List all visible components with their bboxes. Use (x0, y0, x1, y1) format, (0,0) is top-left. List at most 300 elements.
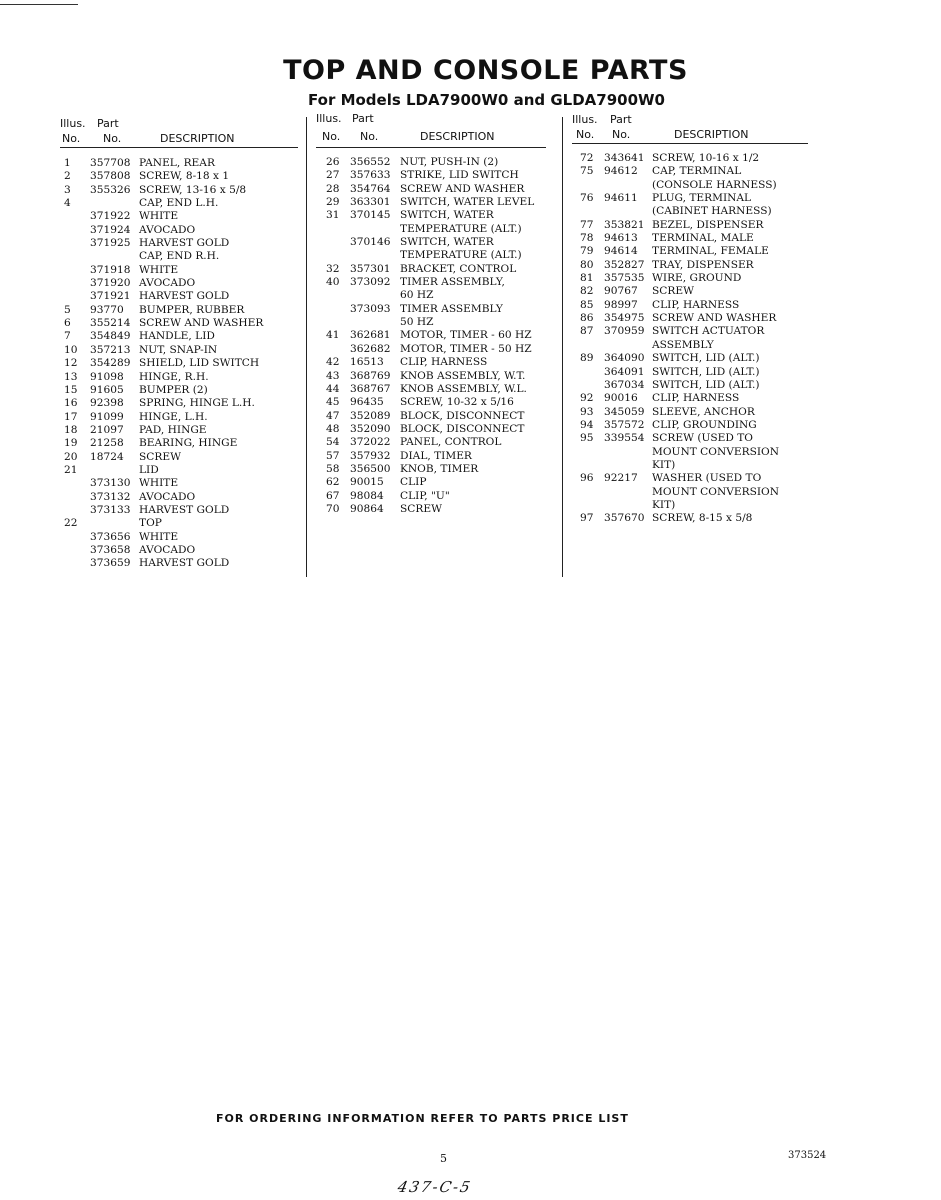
part-description: BEZEL, DISPENSER (652, 218, 764, 231)
part-row (60, 157, 298, 170)
part-row (316, 223, 546, 236)
illus-no: 62 (326, 476, 340, 489)
part-no: 373658 (90, 543, 131, 556)
part-row (572, 312, 808, 325)
illus-no: 43 (326, 369, 340, 382)
part-no: 355326 (90, 183, 131, 196)
part-description: KNOB, TIMER (400, 462, 479, 475)
part-description: CLIP, "U" (400, 489, 450, 502)
part-description: KNOB ASSEMBLY, W.L. (400, 382, 527, 395)
part-no: 373656 (90, 530, 131, 543)
illus-no: 20 (64, 450, 78, 463)
part-row (316, 169, 546, 182)
ordering-info-footer: FOR ORDERING INFORMATION REFER TO PARTS PRICE LIST (216, 1112, 629, 1125)
part-row (60, 397, 298, 410)
part-description: SWITCH, LID (ALT.) (652, 365, 760, 378)
part-row (316, 329, 546, 342)
part-description: SWITCH, WATER LEVEL (400, 196, 535, 209)
part-row (60, 264, 298, 277)
part-row (316, 236, 546, 249)
part-no: 18724 (90, 450, 124, 463)
part-description: BLOCK, DISCONNECT (400, 409, 525, 422)
illus-no: 79 (580, 245, 594, 258)
part-description: NUT, SNAP-IN (139, 343, 218, 356)
part-row (572, 285, 808, 298)
part-row (60, 184, 298, 197)
part-no: 354764 (350, 182, 391, 195)
part-row (572, 339, 808, 352)
part-row (60, 197, 298, 210)
illus-no: 54 (326, 436, 340, 449)
part-row (572, 379, 808, 392)
part-no: 370145 (350, 209, 391, 222)
header-part: Part (97, 117, 119, 130)
part-row (60, 357, 298, 370)
part-no: 371924 (90, 223, 131, 236)
part-description: SCREW, 8-15 x 5/8 (652, 512, 753, 525)
part-description: SCREW AND WASHER (139, 317, 264, 330)
part-no: 353821 (604, 218, 645, 231)
part-no: 363301 (350, 196, 391, 209)
part-row (60, 517, 298, 530)
page-subtitle: For Models LDA7900W0 and GLDA7900W0 (308, 91, 665, 109)
part-description: PANEL, CONTROL (400, 436, 502, 449)
part-description: SHIELD, LID SWITCH (139, 357, 260, 370)
part-row (572, 192, 808, 205)
part-no: 371920 (90, 277, 131, 290)
header-part: Part (610, 113, 632, 126)
part-description: HINGE, L.H. (139, 410, 208, 423)
part-description: CLIP (400, 476, 427, 489)
illus-no: 67 (326, 489, 340, 502)
part-description: BUMPER, RUBBER (139, 303, 245, 316)
part-no: 352090 (350, 422, 391, 435)
part-description: TEMPERATURE (ALT.) (400, 222, 522, 235)
part-row (572, 352, 808, 365)
part-description: TEMPERATURE (ALT.) (400, 249, 522, 262)
part-description: TIMER ASSEMBLY (400, 302, 503, 315)
part-description: SWITCH, WATER (400, 236, 494, 249)
part-no: 370146 (350, 236, 391, 249)
header-part: Part (352, 112, 374, 125)
part-no: 345059 (604, 405, 645, 418)
part-no: 92217 (604, 472, 638, 485)
part-no: 356500 (350, 462, 391, 475)
illus-no: 48 (326, 422, 340, 435)
illus-no: 1 (64, 157, 71, 169)
part-row (572, 406, 808, 419)
part-description: SCREW, 10-16 x 1/2 (652, 152, 760, 164)
header-illus: Illus. (316, 112, 342, 125)
illus-no: 57 (326, 449, 340, 462)
part-description: AVOCADO (139, 223, 196, 236)
header-illus-no: No. (576, 128, 595, 141)
part-description: HARVEST GOLD (139, 237, 230, 250)
part-no: 352827 (604, 258, 645, 271)
part-row (316, 289, 546, 302)
part-no: 357301 (350, 262, 391, 275)
illus-no: 19 (64, 437, 78, 450)
part-row (316, 490, 546, 503)
part-row (572, 299, 808, 312)
part-row (572, 272, 808, 285)
part-description: KIT) (652, 498, 676, 511)
part-description: PAD, HINGE (139, 423, 207, 436)
header-part-no: No. (360, 130, 379, 143)
part-no: 93770 (90, 303, 124, 316)
part-description: SCREW (400, 502, 442, 515)
illus-no: 85 (580, 298, 594, 311)
part-row (572, 259, 808, 272)
illus-no: 58 (326, 462, 340, 475)
part-no: 357932 (350, 449, 391, 462)
illus-no: 96 (580, 472, 594, 485)
part-description: SCREW AND WASHER (652, 312, 777, 325)
part-description: TERMINAL, FEMALE (652, 245, 769, 258)
illus-no: 41 (326, 329, 340, 342)
part-no: 355214 (90, 317, 131, 330)
part-no: 373092 (350, 276, 391, 289)
part-row (60, 317, 298, 330)
part-description: SWITCH, LID (ALT.) (652, 352, 760, 365)
column-header (60, 117, 298, 148)
part-description: PLUG, TERMINAL (652, 192, 752, 205)
illus-no: 78 (580, 232, 594, 245)
part-no: 364091 (604, 365, 645, 378)
part-description: HINGE, R.H. (139, 370, 209, 383)
part-description: HANDLE, LID (139, 330, 215, 343)
document-number: 373524 (788, 1150, 827, 1161)
illus-no: 16 (64, 397, 78, 410)
part-no: 354849 (90, 330, 131, 343)
part-row (572, 165, 808, 178)
part-no: 98997 (604, 298, 638, 311)
illus-no: 47 (326, 409, 340, 422)
part-description: HARVEST GOLD (139, 503, 230, 516)
part-description: PANEL, REAR (139, 157, 215, 169)
part-description: BUMPER (2) (139, 383, 208, 396)
part-row (572, 499, 808, 512)
parts-column-2 (316, 112, 546, 516)
part-row (316, 476, 546, 489)
part-row (60, 290, 298, 303)
part-row (316, 316, 546, 329)
column-divider-1 (306, 117, 307, 577)
header-description: DESCRIPTION (674, 128, 749, 141)
part-description: BRACKET, CONTROL (400, 262, 517, 275)
part-row (316, 370, 546, 383)
part-description: HARVEST GOLD (139, 557, 230, 570)
illus-no: 87 (580, 325, 594, 338)
illus-no: 95 (580, 432, 594, 445)
part-description: SWITCH, LID (ALT.) (652, 378, 760, 391)
illus-no: 45 (326, 396, 340, 409)
header-illus-no: No. (62, 132, 81, 145)
part-description: CAP, END R.H. (139, 250, 220, 263)
part-row (316, 383, 546, 396)
part-row (60, 384, 298, 397)
part-row (60, 411, 298, 424)
part-row (60, 451, 298, 464)
part-no: 91605 (90, 383, 124, 396)
part-no: 94611 (604, 192, 638, 205)
part-row (316, 423, 546, 436)
part-no: 98084 (350, 489, 384, 502)
part-row (316, 303, 546, 316)
part-no: 90767 (604, 285, 638, 298)
part-description: SWITCH ACTUATOR (652, 325, 765, 338)
parts-rows (572, 152, 808, 526)
part-row (60, 464, 298, 477)
part-no: 372022 (350, 436, 391, 449)
part-row (572, 459, 808, 472)
part-no: 16513 (350, 356, 384, 369)
illus-no: 5 (64, 303, 71, 316)
part-no: 373093 (350, 302, 391, 315)
part-no: 343641 (604, 152, 645, 164)
part-row (316, 209, 546, 222)
illus-no: 80 (580, 258, 594, 271)
part-no: 90016 (604, 392, 638, 405)
part-no: 94613 (604, 232, 638, 245)
part-description: CLIP, HARNESS (652, 298, 740, 311)
part-no: 364090 (604, 352, 645, 365)
header-illus: Illus. (572, 113, 598, 126)
part-no: 92398 (90, 397, 124, 410)
parts-rows (316, 156, 546, 516)
part-row (316, 503, 546, 516)
part-row (572, 432, 808, 445)
illus-no: 31 (326, 209, 340, 222)
part-description: LID (139, 463, 159, 476)
part-no: 21097 (90, 423, 124, 436)
part-description: KIT) (652, 458, 676, 471)
part-row (60, 304, 298, 317)
part-description: AVOCADO (139, 277, 196, 290)
parts-rows (60, 157, 298, 571)
header-illus-no: No. (322, 130, 341, 143)
part-description: SCREW, 8-18 x 1 (139, 170, 230, 183)
part-row (316, 249, 546, 262)
illus-no: 29 (326, 196, 340, 209)
part-description: SCREW AND WASHER (400, 182, 525, 195)
illus-no: 27 (326, 169, 340, 182)
part-row (316, 356, 546, 369)
part-no: 362682 (350, 342, 391, 355)
part-no: 373130 (90, 477, 131, 490)
page-title: TOP AND CONSOLE PARTS (283, 55, 688, 86)
part-row (60, 170, 298, 183)
part-row (60, 437, 298, 450)
illus-no: 18 (64, 423, 78, 436)
part-no: 357670 (604, 512, 645, 525)
header-illus: Illus. (60, 117, 86, 130)
part-row (316, 183, 546, 196)
illus-no: 3 (64, 183, 71, 196)
illus-no: 17 (64, 410, 78, 423)
part-row (316, 276, 546, 289)
part-row (572, 232, 808, 245)
part-row (60, 477, 298, 490)
illus-no: 28 (326, 182, 340, 195)
illus-no: 76 (580, 192, 594, 205)
part-no: 367034 (604, 378, 645, 391)
illus-no: 94 (580, 418, 594, 431)
part-row (60, 344, 298, 357)
illus-no: 32 (326, 262, 340, 275)
part-row (60, 371, 298, 384)
illus-no: 26 (326, 156, 340, 168)
part-row (60, 237, 298, 250)
part-description: 60 HZ (400, 289, 434, 302)
part-row (60, 330, 298, 343)
part-row (572, 366, 808, 379)
part-row (60, 210, 298, 223)
header-part-no: No. (103, 132, 122, 145)
part-no: 357708 (90, 157, 131, 169)
part-no: 368767 (350, 382, 391, 395)
header-description: DESCRIPTION (420, 130, 495, 143)
part-description: WHITE (139, 477, 179, 490)
column-divider-2 (562, 117, 563, 577)
part-row (572, 179, 808, 192)
part-row (60, 491, 298, 504)
part-description: (CONSOLE HARNESS) (652, 178, 777, 191)
illus-no: 40 (326, 276, 340, 289)
part-no: 371918 (90, 263, 131, 276)
part-no: 94612 (604, 165, 638, 178)
part-description: BEARING, HINGE (139, 437, 238, 450)
part-row (572, 392, 808, 405)
illus-no: 10 (64, 343, 78, 356)
part-no: 94614 (604, 245, 638, 258)
header-description: DESCRIPTION (160, 132, 235, 145)
part-no: 91098 (90, 370, 124, 383)
part-description: TRAY, DISPENSER (652, 258, 754, 271)
column-header (572, 113, 808, 144)
part-row (572, 325, 808, 338)
illus-no: 93 (580, 405, 594, 418)
part-row (572, 486, 808, 499)
illus-no: 92 (580, 392, 594, 405)
part-no: 371925 (90, 237, 131, 250)
part-description: (CABINET HARNESS) (652, 205, 772, 218)
part-description: SCREW, 13-16 x 5/8 (139, 183, 247, 196)
part-description: AVOCADO (139, 543, 196, 556)
part-description: MOUNT CONVERSION (652, 445, 779, 458)
part-row (60, 424, 298, 437)
part-description: TIMER ASSEMBLY, (400, 276, 505, 289)
part-description: CLIP, GROUNDING (652, 418, 757, 431)
part-description: NUT, PUSH-IN (2) (400, 156, 499, 168)
illus-no: 22 (64, 517, 78, 530)
part-description: 50 HZ (400, 316, 434, 329)
part-description: CAP, TERMINAL (652, 165, 742, 178)
part-row (316, 463, 546, 476)
illus-no: 13 (64, 370, 78, 383)
part-no: 357213 (90, 343, 131, 356)
part-row (60, 544, 298, 557)
illus-no: 97 (580, 512, 594, 525)
illus-no: 70 (326, 502, 340, 515)
part-description: HARVEST GOLD (139, 290, 230, 303)
part-no: 91099 (90, 410, 124, 423)
part-description: CLIP, HARNESS (400, 356, 488, 369)
illus-no: 6 (64, 317, 71, 330)
part-no: 371921 (90, 290, 131, 303)
part-row (316, 196, 546, 209)
part-row (60, 531, 298, 544)
part-row (572, 446, 808, 459)
part-no: 373132 (90, 490, 131, 503)
part-no: 357535 (604, 272, 645, 285)
part-description: AVOCADO (139, 490, 196, 503)
part-row (316, 263, 546, 276)
part-no: 354289 (90, 357, 131, 370)
part-no: 362681 (350, 329, 391, 342)
part-row (60, 557, 298, 570)
part-description: SPRING, HINGE L.H. (139, 397, 255, 410)
page-number: 5 (440, 1152, 447, 1165)
part-no: 357572 (604, 418, 645, 431)
part-row (316, 436, 546, 449)
part-no: 357633 (350, 169, 391, 182)
part-row (60, 250, 298, 263)
part-no: 90015 (350, 476, 384, 489)
part-description: TERMINAL, MALE (652, 232, 754, 245)
part-row (60, 277, 298, 290)
part-row (572, 472, 808, 485)
part-no: 90864 (350, 502, 384, 515)
part-description: TOP (139, 517, 162, 530)
illus-no: 89 (580, 352, 594, 365)
part-description: WASHER (USED TO (652, 472, 762, 485)
illus-no: 2 (64, 170, 71, 183)
illus-no: 42 (326, 356, 340, 369)
part-description: WHITE (139, 210, 179, 223)
illus-no: 86 (580, 312, 594, 325)
part-description: SCREW (139, 450, 181, 463)
part-no: 21258 (90, 437, 124, 450)
part-row (572, 419, 808, 432)
part-description: ASSEMBLY (652, 338, 714, 351)
part-no: 371922 (90, 210, 131, 223)
illus-no: 4 (64, 197, 71, 210)
part-no: 96435 (350, 396, 384, 409)
parts-column-3 (572, 113, 808, 526)
part-row (60, 224, 298, 237)
illus-no: 21 (64, 463, 78, 476)
part-description: SWITCH, WATER (400, 209, 494, 222)
illus-no: 7 (64, 330, 71, 343)
part-no: 370959 (604, 325, 645, 338)
part-description: CLIP, HARNESS (652, 392, 740, 405)
illus-no: 72 (580, 152, 594, 164)
part-row (572, 245, 808, 258)
part-description: KNOB ASSEMBLY, W.T. (400, 369, 526, 382)
top-edge-rule (0, 4, 78, 5)
part-no: 354975 (604, 312, 645, 325)
part-no: 373659 (90, 557, 131, 570)
header-part-no: No. (612, 128, 631, 141)
part-description: MOTOR, TIMER - 50 HZ (400, 342, 532, 355)
illus-no: 44 (326, 382, 340, 395)
illus-no: 81 (580, 272, 594, 285)
illus-no: 82 (580, 285, 594, 298)
handwritten-note: 437-C-5 (396, 1178, 474, 1196)
part-row (572, 205, 808, 218)
part-description: MOTOR, TIMER - 60 HZ (400, 329, 532, 342)
